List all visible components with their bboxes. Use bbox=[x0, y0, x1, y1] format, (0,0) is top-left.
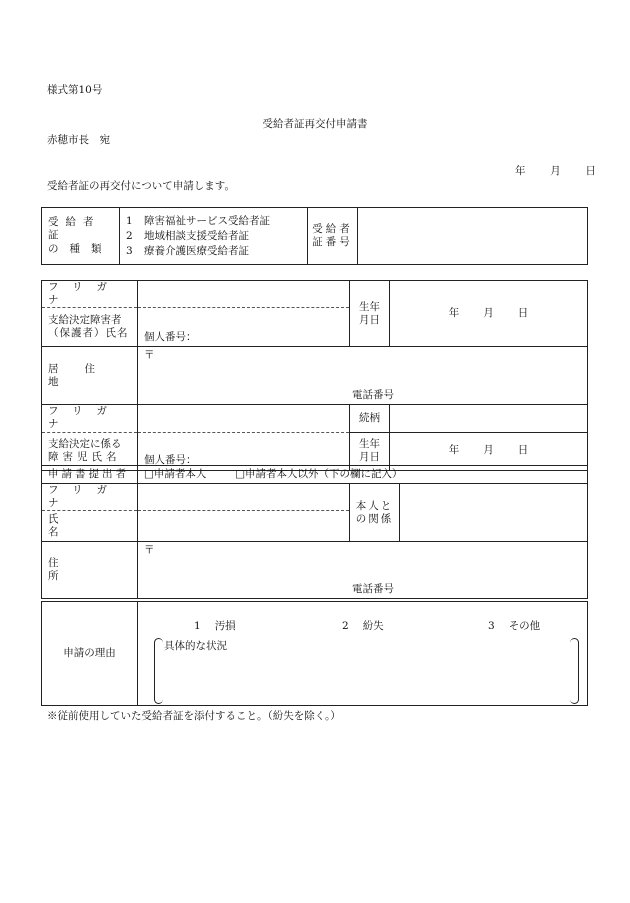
day-label: 日 bbox=[585, 165, 596, 177]
reason-label: 申請の理由 bbox=[42, 602, 138, 706]
submitter-relation-label: 本人と の関係 bbox=[350, 484, 400, 542]
form-number: 様式第10号 bbox=[47, 84, 103, 96]
submission-date bbox=[515, 163, 596, 178]
child-furigana-label: フリガナ bbox=[42, 405, 138, 432]
applicant-table bbox=[41, 280, 588, 471]
submitter-table bbox=[41, 465, 588, 599]
birth-date-field[interactable]: 年 月 日 bbox=[390, 281, 588, 347]
submitter-postal-mark: 〒 bbox=[144, 544, 155, 557]
submitter-address-field[interactable] bbox=[138, 542, 588, 599]
details-field[interactable] bbox=[166, 656, 566, 700]
submitter-relation-field[interactable] bbox=[400, 484, 588, 542]
personal-number-label: 個人番号： bbox=[144, 331, 197, 344]
child-birth-date-label: 生年 月日 bbox=[350, 432, 390, 470]
submitter-option-other[interactable]: □申請者本人以外（下の欄に記入） bbox=[235, 467, 403, 480]
address-field[interactable] bbox=[138, 347, 588, 405]
phone-label: 電話番号 bbox=[352, 389, 394, 402]
submitter-phone-label: 電話番号 bbox=[352, 583, 394, 596]
kind-option-3[interactable]: 3 療養介護医療受給者証 bbox=[126, 244, 249, 257]
details-right-bracket bbox=[570, 638, 579, 704]
month-label: 月 bbox=[550, 165, 561, 177]
year-label: 年 bbox=[515, 165, 526, 177]
kind-label-line2: の種類 bbox=[48, 242, 113, 255]
details-left-bracket bbox=[154, 638, 163, 704]
submitter-name-field[interactable] bbox=[138, 511, 350, 542]
child-personal-number-label: 個人番号： bbox=[144, 454, 197, 467]
submitter-option-self[interactable]: □申請者本人 bbox=[144, 467, 207, 480]
certificate-kind-table bbox=[41, 207, 588, 265]
footnote: ※従前使用していた受給者証を添付すること。（紛失を除く。） bbox=[47, 710, 341, 722]
relation-field[interactable] bbox=[390, 405, 588, 432]
birth-date-label: 生年 月日 bbox=[350, 281, 390, 347]
furigana-label: フリガナ bbox=[42, 281, 138, 308]
child-birth-date-field[interactable]: 年 月 日 bbox=[390, 432, 588, 470]
applicant-name-field[interactable] bbox=[138, 308, 350, 347]
relation-label: 続柄 bbox=[350, 405, 390, 432]
kind-option-1[interactable]: 1 障害福祉サービス受給者証 bbox=[126, 214, 270, 227]
reason-field bbox=[138, 602, 588, 706]
child-name-label: 支給決定に係る 障害児氏名 bbox=[42, 432, 138, 470]
reason-option-3[interactable]: 3 その他 bbox=[488, 620, 541, 632]
details-label: 具体的な状況 bbox=[164, 640, 227, 652]
submitter-furigana-field[interactable] bbox=[138, 484, 350, 511]
postal-mark: 〒 bbox=[144, 349, 155, 362]
intro-text: 受給者証の再交付について申請します。 bbox=[47, 180, 235, 192]
submitter-furigana-label: フリガナ bbox=[42, 484, 138, 511]
child-furigana-field[interactable] bbox=[138, 405, 350, 432]
submitter-options bbox=[138, 466, 588, 484]
reason-table bbox=[41, 601, 588, 706]
reason-option-2[interactable]: 2 紛失 bbox=[342, 620, 384, 632]
furigana-field[interactable] bbox=[138, 281, 350, 308]
reason-option-1[interactable]: 1 汚損 bbox=[194, 620, 236, 632]
submitter-name-label: 氏名 bbox=[42, 511, 138, 542]
applicant-name-label: 支給決定障害者 （保護者）氏名 bbox=[42, 308, 138, 347]
form-title: 受給者証再交付申請書 bbox=[262, 118, 368, 130]
certificate-kind-options bbox=[120, 208, 308, 265]
certificate-number-label: 受給者 証番号 bbox=[308, 208, 358, 265]
addressee: 赤穂市長 宛 bbox=[47, 134, 110, 146]
address-label: 居住地 bbox=[42, 347, 138, 405]
kind-option-2[interactable]: 2 地域相談支援受給者証 bbox=[126, 229, 249, 242]
kind-label-line1: 受給者証 bbox=[48, 216, 101, 242]
submitter-label: 申請書提出者 bbox=[42, 466, 138, 484]
submitter-address-label: 住所 bbox=[42, 542, 138, 599]
certificate-number-field[interactable] bbox=[358, 208, 588, 265]
certificate-kind-label bbox=[42, 208, 120, 265]
